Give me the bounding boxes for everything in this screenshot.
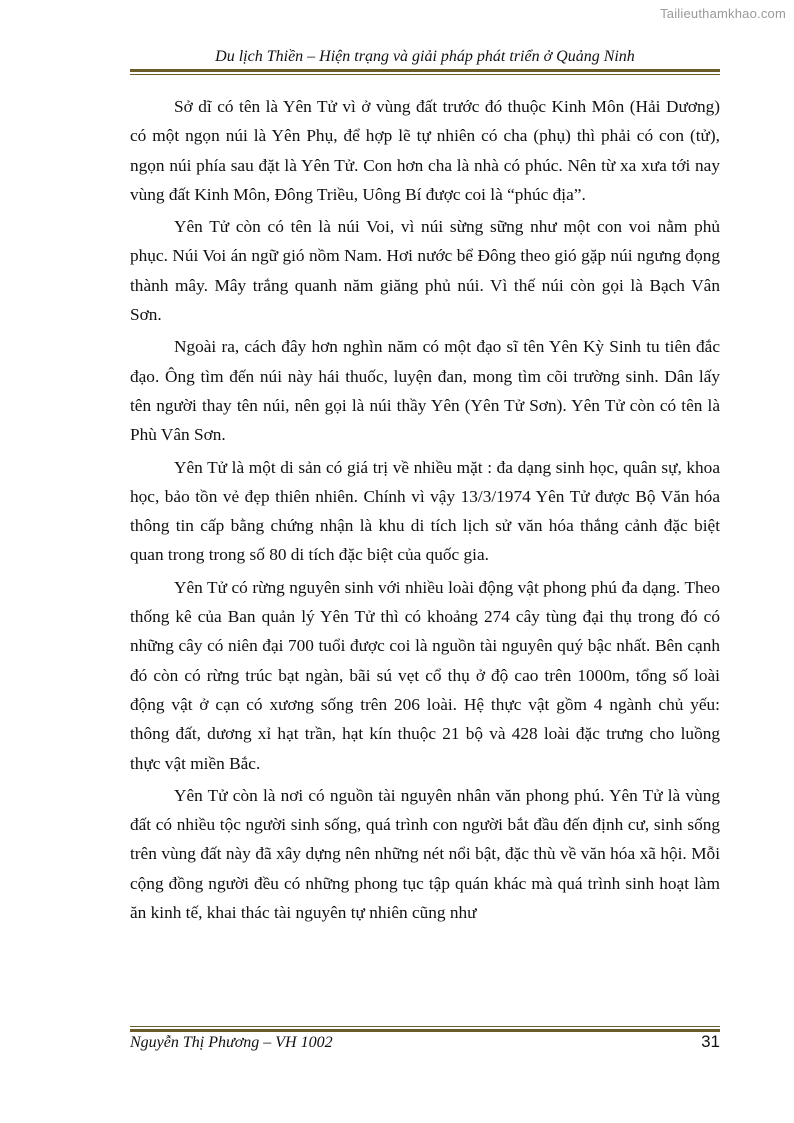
paragraph: Yên Tử có rừng nguyên sinh với nhiều loài động vật phong phú đa dạng. Theo thống kê của Ban quản lý Yên Tử thì có khoảng 274 cây tùng đại thụ trong đó có những cây có niên đại 700 tuổi được coi là nguồn tài nguyên quý bậc nhất. Bên cạnh đó còn có rừng trúc bạt ngàn, bãi sú vẹt cổ thụ ở độ cao trên 1000m, tổng số loài động vật ở cạn có xương sống trên 206 loài. Hệ thực vật gồm 4 ngành chủ yếu: thông đất, dương xỉ hạt trần, hạt kín thuộc 21 bộ và 428 loài đặc trưng cho luồng thực vật miền Bắc. [130, 577, 720, 773]
page-number: 31 [701, 1032, 720, 1051]
paragraph: Ngoài ra, cách đây hơn nghìn năm có một đạo sĩ tên Yên Kỳ Sinh tu tiên đắc đạo. Ông tìm đến núi này hái thuốc, luyện đan, mong tìm cõi trường sinh. Dân lấy tên người thay tên núi, nên gọi là núi thầy Yên (Yên Tử Sơn). Yên Tử còn có tên là Phù Vân Sơn. [130, 337, 720, 445]
paragraph: Sở dĩ có tên là Yên Tử vì ở vùng đất trước đó thuộc Kinh Môn (Hải Dương) có một ngọn núi là Yên Phụ, để hợp lẽ tự nhiên có cha (phụ) thì phải có con (tử), ngọn núi phía sau đặt là Yên Tử. Con hơn cha là nhà có phúc. Nên từ xa xưa tới nay vùng đất Kinh Môn, Đông Triều, Uông Bí được coi là “phúc địa”. [130, 97, 720, 204]
paragraph: Yên Tử là một di sản có giá trị về nhiều mặt : đa dạng sinh học, quân sự, khoa học, bảo tồn vẻ đẹp thiên nhiên. Chính vì vậy 13/3/1974 Yên Tử được Bộ Văn hóa thông tin cấp bằng chứng nhận là khu di tích lịch sử văn hóa thắng cảnh đặc biệt quan trong trong số 80 di tích đặc biệt của quốc gia. [130, 457, 720, 565]
watermark: Tailieuthamkhao.com [660, 6, 786, 21]
header-rule-thick [130, 69, 720, 72]
footer-author: Nguyễn Thị Phương – VH 1002 [130, 1034, 333, 1051]
paragraph: Yên Tử còn có tên là núi Voi, vì núi sừng sững như một con voi nằm phủ phục. Núi Voi án ngữ gió nồm Nam. Hơi nước bể Đông theo gió gặp núi ngưng đọng thành mây. Mây trắng quanh năm giăng phủ núi. Vì thế núi còn gọi là Bạch Vân Sơn. [130, 217, 720, 325]
footer-rule-thick [130, 1029, 720, 1032]
header-rule-thin [130, 74, 720, 75]
paragraph: Yên Tử còn là nơi có nguồn tài nguyên nhân văn phong phú. Yên Tử là vùng đất có nhiều tộc người sinh sống, quá trình con người bắt đầu đến định cư, sinh sống trên vùng đất này đã xây dựng nên những nét nổi bật, đặc thù về văn hóa xã hội. Mỗi cộng đồng người đều có những phong tục tập quán khác mà quá trình sinh hoạt làm ăn kinh tế, khai thác tài nguyên tự nhiên cũng như [130, 785, 720, 923]
running-header: Du lịch Thiền – Hiện trạng và giải pháp phát triển ở Quảng Ninh [215, 48, 635, 65]
footer-rule-thin [130, 1026, 720, 1027]
page-body [130, 92, 720, 930]
